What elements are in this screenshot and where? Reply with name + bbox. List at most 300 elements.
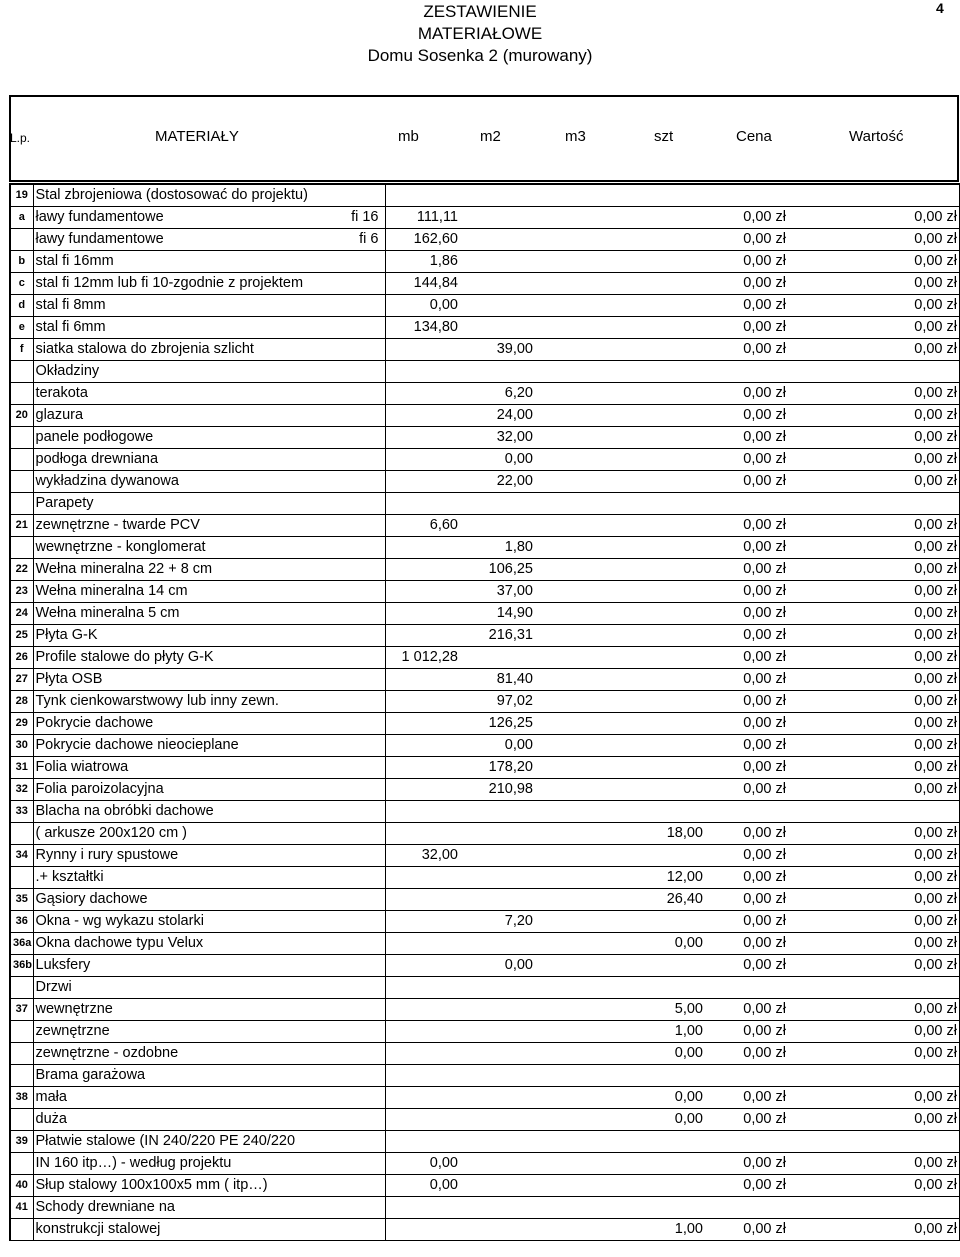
row-material-name [33,1020,385,1042]
table-row [10,1042,960,1064]
cell-m2: 39,00 [460,338,535,360]
cell-wartosc: 0,00 zł [788,602,960,624]
cell-szt [615,558,705,580]
cell-m3 [535,734,615,756]
material-name-text: .+ kształtki [35,869,104,885]
table-row [10,470,960,492]
cell-mb [385,954,460,976]
cell-m2: 1,80 [460,536,535,558]
table-row [10,866,960,888]
row-lp: 36 [10,910,33,932]
row-lp: e [10,316,33,338]
row-material-name [33,382,385,404]
cell-cena: 0,00 zł [705,250,788,272]
row-lp [10,382,33,404]
table-row [10,250,960,272]
row-material-name [33,910,385,932]
cell-m2: 97,02 [460,690,535,712]
row-lp: 30 [10,734,33,756]
cell-m2 [460,932,535,954]
cell-szt [615,1064,705,1086]
material-name-text: Pokrycie dachowe [35,715,154,731]
cell-cena: 0,00 zł [705,338,788,360]
row-material-name [33,1042,385,1064]
table-row [10,382,960,404]
material-name-text: Płatwie stalowe (IN 240/220 PE 240/220 [35,1133,296,1149]
table-row [10,184,960,206]
cell-m3 [535,822,615,844]
material-name-text: Profile stalowe do płyty G-K [35,649,214,665]
cell-cena: 0,00 zł [705,448,788,470]
cell-szt [615,646,705,668]
cell-wartosc: 0,00 zł [788,250,960,272]
row-material-name [33,448,385,470]
cell-m2 [460,1152,535,1174]
row-material-name [33,778,385,800]
cell-m2 [460,822,535,844]
cell-m2: 178,20 [460,756,535,778]
table-row [10,844,960,866]
cell-mb [385,800,460,822]
cell-m3 [535,690,615,712]
row-material-name [33,1086,385,1108]
table-row [10,492,960,514]
document-title-line3: Domu Sosenka 2 (murowany) [367,46,593,65]
material-name-text: Gąsiory dachowe [35,891,148,907]
cell-m2 [460,646,535,668]
cell-m3 [535,206,615,228]
cell-mb [385,734,460,756]
cell-mb [385,1020,460,1042]
row-lp [10,492,33,514]
row-lp [10,1064,33,1086]
table-row [10,1218,960,1240]
row-lp: 33 [10,800,33,822]
cell-szt [615,316,705,338]
cell-mb [385,976,460,998]
cell-m3 [535,272,615,294]
cell-m3 [535,800,615,822]
cell-m3 [535,514,615,536]
row-lp [10,1108,33,1130]
row-lp: 25 [10,624,33,646]
material-name-text: Stal zbrojeniowa (dostosować do projektu) [35,187,308,204]
row-lp: 31 [10,756,33,778]
cell-cena: 0,00 zł [705,954,788,976]
material-name-text: Okna - wg wykazu stolarki [35,913,204,929]
material-name-text: ławy fundamentowe [35,209,164,225]
row-material-name [33,976,385,998]
cell-m3 [535,976,615,998]
cell-wartosc: 0,00 zł [788,646,960,668]
cell-wartosc [788,800,960,822]
row-lp [10,976,33,998]
cell-szt [615,228,705,250]
table-row [10,646,960,668]
row-material-name [33,690,385,712]
cell-wartosc: 0,00 zł [788,734,960,756]
table-row [10,1064,960,1086]
row-lp [10,536,33,558]
cell-cena: 0,00 zł [705,1218,788,1240]
cell-m2 [460,294,535,316]
row-material-name [33,360,385,382]
row-lp [10,866,33,888]
cell-m2 [460,514,535,536]
cell-mb [385,1130,460,1152]
cell-wartosc: 0,00 zł [788,668,960,690]
table-row [10,272,960,294]
cell-wartosc [788,360,960,382]
cell-mb [385,404,460,426]
cell-m2 [460,1196,535,1218]
cell-wartosc: 0,00 zł [788,470,960,492]
cell-cena: 0,00 zł [705,1086,788,1108]
col-header-material: MATERIAŁY [155,128,239,145]
row-lp [10,1152,33,1174]
table-row [10,800,960,822]
cell-mb [385,558,460,580]
cell-m3 [535,756,615,778]
cell-m2 [460,1086,535,1108]
cell-m3 [535,932,615,954]
cell-wartosc: 0,00 zł [788,448,960,470]
table-row [10,822,960,844]
row-lp [10,1042,33,1064]
row-lp: 35 [10,888,33,910]
cell-cena: 0,00 zł [705,932,788,954]
cell-cena: 0,00 zł [705,228,788,250]
cell-m3 [535,250,615,272]
cell-m3 [535,668,615,690]
col-header-m3: m3 [565,128,586,145]
cell-m3 [535,382,615,404]
cell-mb: 0,00 [385,294,460,316]
col-header-m2: m2 [480,128,501,145]
col-header-mb: mb [398,128,419,145]
cell-wartosc: 0,00 zł [788,910,960,932]
cell-m2: 14,90 [460,602,535,624]
cell-szt: 0,00 [615,932,705,954]
material-name-text: ( arkusze 200x120 cm ) [35,825,188,841]
cell-szt: 0,00 [615,1042,705,1064]
cell-mb [385,932,460,954]
cell-m2: 6,20 [460,382,535,404]
row-material-name [33,734,385,756]
col-header-cena: Cena [736,128,772,145]
row-material-name [33,338,385,360]
cell-m3 [535,294,615,316]
row-lp: 21 [10,514,33,536]
cell-m2 [460,360,535,382]
cell-m2 [460,1042,535,1064]
cell-m2 [460,1020,535,1042]
cell-szt: 5,00 [615,998,705,1020]
cell-wartosc: 0,00 zł [788,1174,960,1196]
material-name-text: Folia wiatrowa [35,759,129,775]
cell-szt [615,1174,705,1196]
cell-cena: 0,00 zł [705,756,788,778]
cell-szt [615,580,705,602]
cell-m3 [535,404,615,426]
cell-wartosc: 0,00 zł [788,844,960,866]
cell-mb: 134,80 [385,316,460,338]
cell-szt [615,690,705,712]
cell-mb: 1 012,28 [385,646,460,668]
cell-wartosc: 0,00 zł [788,954,960,976]
table-row [10,1196,960,1218]
cell-cena: 0,00 zł [705,910,788,932]
cell-m2 [460,1218,535,1240]
row-lp: 19 [10,184,33,206]
col-header-lp: L.p. [10,131,31,145]
cell-m2: 37,00 [460,580,535,602]
row-material-name [33,866,385,888]
row-lp: 20 [10,404,33,426]
cell-szt [615,294,705,316]
cell-m2: 32,00 [460,426,535,448]
table-row [10,998,960,1020]
cell-mb [385,910,460,932]
cell-wartosc: 0,00 zł [788,514,960,536]
cell-szt [615,778,705,800]
cell-m2: 210,98 [460,778,535,800]
cell-m3 [535,646,615,668]
cell-m3 [535,778,615,800]
row-material-name [33,184,385,206]
cell-wartosc: 0,00 zł [788,558,960,580]
row-material-name [33,888,385,910]
row-lp: 22 [10,558,33,580]
cell-szt [615,954,705,976]
cell-mb [385,580,460,602]
cell-m2 [460,1064,535,1086]
cell-m3 [535,910,615,932]
cell-cena: 0,00 zł [705,624,788,646]
row-material-name [33,932,385,954]
document-title-line1: ZESTAWIENIE [423,2,537,21]
cell-cena: 0,00 zł [705,1174,788,1196]
cell-szt: 1,00 [615,1218,705,1240]
row-lp: 34 [10,844,33,866]
cell-cena: 0,00 zł [705,294,788,316]
cell-mb [385,690,460,712]
row-material-name [33,712,385,734]
row-lp: 32 [10,778,33,800]
cell-m3 [535,1020,615,1042]
row-lp: 36b [10,954,33,976]
cell-m3 [535,866,615,888]
table-row [10,338,960,360]
cell-cena: 0,00 zł [705,712,788,734]
cell-mb [385,602,460,624]
row-material-name [33,800,385,822]
cell-wartosc: 0,00 zł [788,316,960,338]
cell-m3 [535,316,615,338]
material-name-text: Blacha na obróbki dachowe [35,803,214,819]
table-row [10,580,960,602]
cell-m2: 81,40 [460,668,535,690]
row-material-name [33,1064,385,1086]
material-name-text: Folia paroizolacyjna [35,781,164,797]
cell-m3 [535,1218,615,1240]
cell-cena: 0,00 zł [705,404,788,426]
material-name-text: wykładzina dywanowa [35,473,179,489]
cell-m3 [535,536,615,558]
cell-wartosc: 0,00 zł [788,756,960,778]
table-row [10,888,960,910]
cell-mb: 6,60 [385,514,460,536]
cell-m2 [460,1130,535,1152]
table-row [10,1020,960,1042]
table-row [10,756,960,778]
row-material-name [33,1196,385,1218]
cell-cena: 0,00 zł [705,316,788,338]
row-material-name [33,998,385,1020]
cell-wartosc: 0,00 zł [788,1108,960,1130]
cell-wartosc: 0,00 zł [788,1152,960,1174]
cell-m2: 0,00 [460,954,535,976]
col-header-szt: szt [654,128,674,145]
cell-m3 [535,558,615,580]
cell-mb [385,536,460,558]
cell-wartosc: 0,00 zł [788,866,960,888]
row-material-name [33,1218,385,1240]
cell-cena: 0,00 zł [705,514,788,536]
cell-wartosc: 0,00 zł [788,404,960,426]
cell-szt: 0,00 [615,1086,705,1108]
row-material-name [33,822,385,844]
cell-mb [385,998,460,1020]
cell-szt [615,448,705,470]
cell-cena: 0,00 zł [705,646,788,668]
row-lp: a [10,206,33,228]
material-name-text: Rynny i rury spustowe [35,847,179,863]
cell-mb [385,778,460,800]
cell-cena: 0,00 zł [705,470,788,492]
row-lp: 23 [10,580,33,602]
cell-szt [615,1152,705,1174]
cell-szt [615,910,705,932]
cell-wartosc: 0,00 zł [788,206,960,228]
row-material-name [33,316,385,338]
cell-mb: 32,00 [385,844,460,866]
table-row [10,360,960,382]
table-row [10,778,960,800]
material-name-text: Drzwi [35,979,72,995]
cell-m3 [535,888,615,910]
cell-szt [615,470,705,492]
table-row [10,668,960,690]
cell-cena: 0,00 zł [705,1152,788,1174]
row-material-name [33,668,385,690]
cell-szt: 12,00 [615,866,705,888]
table-row [10,448,960,470]
cell-wartosc: 0,00 zł [788,228,960,250]
table-row [10,1174,960,1196]
cell-mb [385,360,460,382]
row-material-name [33,646,385,668]
row-lp: b [10,250,33,272]
cell-m2 [460,492,535,514]
material-name-text: terakota [35,385,88,401]
cell-m3 [535,954,615,976]
material-name-text: konstrukcji stalowej [35,1221,161,1237]
cell-wartosc: 0,00 zł [788,1218,960,1240]
row-material-name [33,492,385,514]
cell-mb [385,1064,460,1086]
cell-m2 [460,250,535,272]
cell-m2: 7,20 [460,910,535,932]
row-lp [10,1020,33,1042]
cell-wartosc: 0,00 zł [788,998,960,1020]
row-material-name [33,954,385,976]
row-material-name [33,470,385,492]
cell-mb [385,492,460,514]
table-row [10,404,960,426]
row-lp: 29 [10,712,33,734]
cell-wartosc: 0,00 zł [788,338,960,360]
cell-m3 [535,602,615,624]
cell-cena: 0,00 zł [705,668,788,690]
material-name-text: wewnętrzne [35,1001,113,1017]
cell-mb [385,1196,460,1218]
cell-cena: 0,00 zł [705,866,788,888]
table-row [10,712,960,734]
cell-szt [615,404,705,426]
cell-m2: 106,25 [460,558,535,580]
cell-szt [615,184,705,206]
cell-wartosc: 0,00 zł [788,580,960,602]
cell-wartosc [788,1196,960,1218]
cell-szt [615,1196,705,1218]
cell-cena: 0,00 zł [705,536,788,558]
cell-wartosc [788,1064,960,1086]
cell-wartosc: 0,00 zł [788,822,960,844]
row-material-name [33,404,385,426]
row-lp: 26 [10,646,33,668]
row-lp [10,360,33,382]
material-name-text: Wełna mineralna 5 cm [35,605,180,621]
cell-m3 [535,338,615,360]
row-lp [10,448,33,470]
cell-szt [615,712,705,734]
cell-szt [615,976,705,998]
cell-cena [705,1196,788,1218]
cell-m2 [460,228,535,250]
cell-cena: 0,00 zł [705,580,788,602]
table-row [10,1086,960,1108]
row-material-name [33,624,385,646]
cell-cena: 0,00 zł [705,778,788,800]
cell-szt [615,536,705,558]
row-material-name [33,272,385,294]
cell-mb [385,1218,460,1240]
cell-szt: 18,00 [615,822,705,844]
material-name-text: panele podłogowe [35,429,154,445]
cell-mb [385,1042,460,1064]
material-name-text: Płyta G-K [35,627,98,643]
row-lp: f [10,338,33,360]
cell-mb [385,426,460,448]
cell-m3 [535,184,615,206]
cell-wartosc: 0,00 zł [788,932,960,954]
cell-szt [615,272,705,294]
cell-m3 [535,470,615,492]
cell-cena [705,492,788,514]
cell-wartosc: 0,00 zł [788,624,960,646]
cell-cena: 0,00 zł [705,690,788,712]
